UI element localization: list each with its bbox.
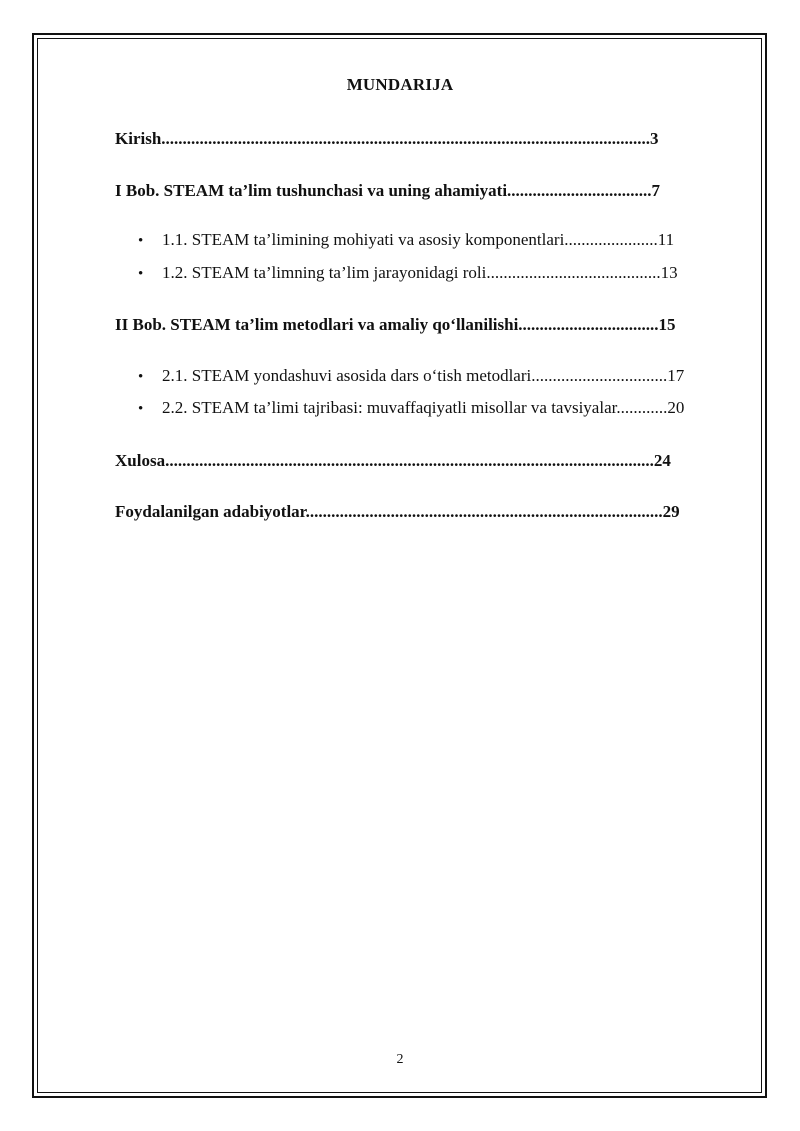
toc-entry-section-2-1: 2.1. STEAM yondashuvi asosida dars o‘tish metodlari................................17 xyxy=(162,366,685,385)
bullet-icon: • xyxy=(138,369,144,385)
toc-entry-chapter-2: II Bob. STEAM ta’lim metodlari va amaliy qo‘llanilishi.................................15 xyxy=(115,315,676,334)
toc-entry-chapter-1: I Bob. STEAM ta’lim tushunchasi va uning ahamiyati..................................7 xyxy=(115,181,661,200)
toc-entry-section-2-2: 2.2. STEAM ta’limi tajribasi: muvaffaqiyatli misollar va tavsiyalar............20 xyxy=(162,398,685,417)
toc-entry-section-1-2: 1.2. STEAM ta’limning ta’lim jarayonidagi roli.........................................13 xyxy=(162,263,678,282)
toc-entry-xulosa: Xulosa...................................................................................................................24 xyxy=(115,451,671,470)
page-number: 2 xyxy=(396,1052,404,1067)
toc-entry-adabiyotlar: Foydalanilgan adabiyotlar....................................................................................29 xyxy=(115,502,680,521)
bullet-icon: • xyxy=(138,266,144,282)
toc-title: MUNDARIJA xyxy=(346,75,454,94)
toc-entry-kirish: Kirish...................................................................................................................3 xyxy=(115,129,659,148)
bullet-icon: • xyxy=(138,401,144,417)
bullet-icon: • xyxy=(138,233,144,249)
toc-entry-section-1-1: 1.1. STEAM ta’limining mohiyati va asosiy komponentlari......................11 xyxy=(162,230,675,249)
